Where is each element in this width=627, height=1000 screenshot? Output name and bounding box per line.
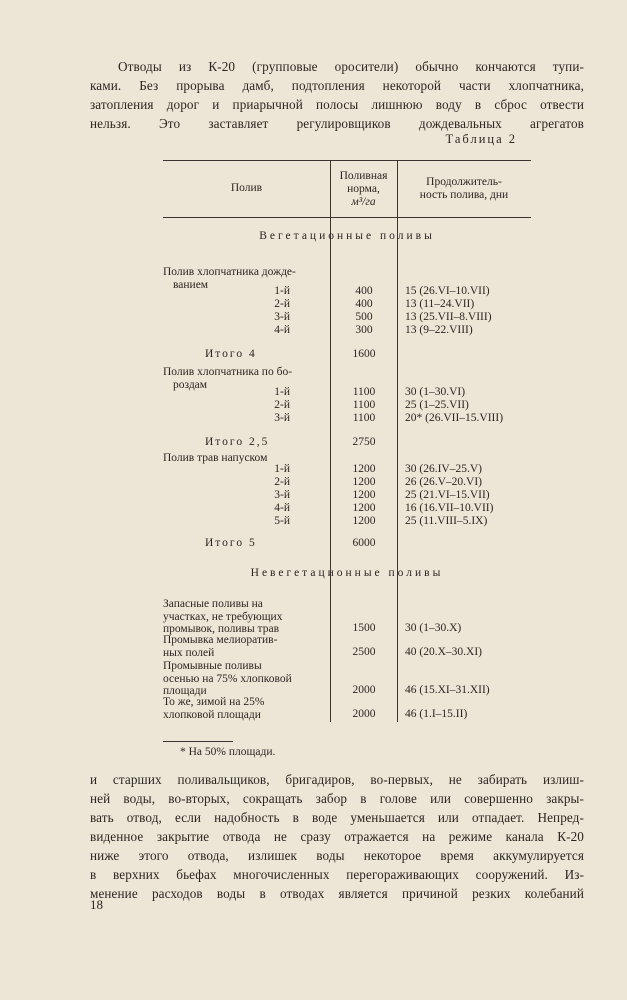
label-line: Запасные поливы на bbox=[163, 598, 263, 610]
row-norm: 1200 bbox=[352, 489, 376, 501]
label-line: Промывка мелиоратив- bbox=[163, 634, 278, 646]
table-column-divider bbox=[330, 160, 331, 722]
row-norm: 1100 bbox=[352, 399, 376, 411]
table-header-rule bbox=[163, 217, 531, 218]
header-duration-line: ность полива, дни bbox=[419, 189, 509, 201]
row-ordinal: 2-й bbox=[274, 298, 290, 310]
group-title-line: роздам bbox=[173, 378, 208, 391]
text-line: в верхних бьефах многочисленных перегораживающих сооружений. Из- bbox=[90, 867, 584, 882]
row-norm: 1200 bbox=[352, 463, 376, 475]
top-paragraph bbox=[90, 57, 584, 133]
header-poliv: Полив bbox=[230, 182, 263, 194]
text-line: нельзя. Это заставляет регулировщиков дождевальных агрегатов bbox=[90, 116, 584, 131]
row-duration: 30 (26.IV–25.V) bbox=[405, 463, 482, 475]
header-norm-unit: м³/га bbox=[351, 196, 376, 208]
section-vegetation-title: Вегетационные поливы bbox=[259, 230, 435, 242]
group-total-norm: 2750 bbox=[352, 436, 376, 448]
row-ordinal: 2-й bbox=[274, 476, 290, 488]
row-ordinal: 4-й bbox=[274, 502, 290, 514]
row-norm: 1500 bbox=[352, 622, 376, 634]
footnote-rule bbox=[163, 741, 233, 742]
bottom-paragraph bbox=[90, 770, 584, 903]
text-line: менение расходов воды в отводах является причиной резких колебаний bbox=[90, 886, 584, 901]
row-ordinal: 1-й bbox=[274, 285, 290, 297]
row-duration: 30 (1–30.X) bbox=[405, 622, 462, 634]
nonveg-row-label bbox=[163, 598, 323, 636]
text-line: затопления дорог и приарычной полосы лишнюю воду в сброс отвести bbox=[90, 97, 584, 112]
section-nonvegetation-title: Невегетационные поливы bbox=[250, 567, 444, 579]
row-ordinal: 5-й bbox=[274, 515, 290, 527]
row-norm: 1100 bbox=[352, 412, 376, 424]
row-duration: 15 (26.VI–10.VII) bbox=[405, 285, 490, 297]
table-column-divider bbox=[397, 160, 398, 722]
group-title-line: Полив хлопчатника дожде- bbox=[163, 266, 296, 278]
row-norm: 1200 bbox=[352, 476, 376, 488]
row-norm: 400 bbox=[355, 298, 373, 310]
label-line: То же, зимой на 25% bbox=[163, 696, 265, 708]
row-duration: 30 (1–30.VI) bbox=[405, 386, 466, 398]
group-total-label: Итого 5 bbox=[205, 537, 257, 549]
row-duration: 25 (11.VIII–5.IX) bbox=[405, 515, 488, 527]
group-total-label: Итого 2,5 bbox=[205, 436, 270, 448]
table-top-rule bbox=[163, 160, 531, 161]
row-ordinal: 3-й bbox=[274, 311, 290, 323]
row-duration: 25 (1–25.VII) bbox=[405, 399, 469, 411]
row-norm: 2500 bbox=[352, 646, 376, 658]
row-ordinal: 3-й bbox=[274, 412, 290, 424]
row-norm: 2000 bbox=[352, 684, 376, 696]
row-duration: 46 (1.I–15.II) bbox=[405, 708, 468, 720]
row-ordinal: 1-й bbox=[274, 463, 290, 475]
header-duration-line: Продолжитель- bbox=[426, 176, 502, 188]
text-line: ниже этого отвода, излишек воды некоторое время аккумулируется bbox=[90, 848, 584, 863]
label-line: площади bbox=[163, 685, 207, 697]
row-norm: 1200 bbox=[352, 502, 376, 514]
row-duration: 16 (16.VII–10.VII) bbox=[405, 502, 494, 514]
table-footnote: * На 50% площади. bbox=[180, 746, 276, 758]
group-title-line: ванием bbox=[173, 278, 209, 291]
text-line: ками. Без прорыва дамб, подтопления некоторой части хлопчатника, bbox=[90, 78, 584, 93]
group-title: Полив трав напуском bbox=[163, 452, 268, 464]
group-total-norm: 6000 bbox=[352, 537, 376, 549]
row-duration: 25 (21.VI–15.VII) bbox=[405, 489, 490, 501]
header-duration bbox=[397, 176, 531, 202]
group-total-norm: 1600 bbox=[352, 348, 376, 360]
label-line: участках, не требующих bbox=[163, 610, 283, 623]
label-line: осенью на 75% хлопковой bbox=[163, 672, 292, 685]
label-line: Промывные поливы bbox=[163, 660, 262, 672]
header-norm-line: Поливная bbox=[339, 170, 388, 182]
row-duration: 26 (26.V–20.VI) bbox=[405, 476, 482, 488]
row-duration: 13 (25.VII–8.VIII) bbox=[405, 311, 492, 323]
page-number: 18 bbox=[90, 897, 103, 912]
row-ordinal: 4-й bbox=[274, 324, 290, 336]
row-ordinal: 3-й bbox=[274, 489, 290, 501]
table-caption: Таблица 2 bbox=[445, 132, 517, 146]
group-title-line: Полив хлопчатника по бо- bbox=[163, 366, 293, 378]
row-ordinal: 2-й bbox=[274, 399, 290, 411]
row-norm: 500 bbox=[355, 311, 373, 323]
text-line: ней воды, во-вторых, сокращать забор в голове или совершенно закры- bbox=[90, 791, 584, 806]
nonveg-row-label bbox=[163, 660, 323, 698]
label-line: промывок, поливы трав bbox=[163, 623, 280, 635]
header-norm-line: норма, bbox=[347, 183, 380, 195]
row-norm: 2000 bbox=[352, 708, 376, 720]
row-ordinal: 1-й bbox=[274, 386, 290, 398]
nonveg-row-label bbox=[163, 696, 323, 721]
nonveg-row-label bbox=[163, 634, 323, 659]
row-norm: 1200 bbox=[352, 515, 376, 527]
text-line: и старших поливальщиков, бригадиров, во-первых, не забирать излиш- bbox=[90, 772, 584, 787]
row-duration: 13 (9–22.VIII) bbox=[405, 324, 473, 336]
header-norm bbox=[330, 170, 397, 209]
text-line: вать отвод, если надобность в воде уменьшается или отпадает. Непред- bbox=[90, 810, 584, 825]
text-line: виденное закрытие отвода не сразу отражается на режиме канала К-20 bbox=[90, 829, 584, 844]
label-line: хлопковой площади bbox=[163, 708, 261, 721]
group-total-label: Итого 4 bbox=[205, 348, 257, 360]
row-duration: 20* (26.VII–15.VIII) bbox=[405, 412, 504, 424]
row-duration: 40 (20.X–30.XI) bbox=[405, 646, 482, 658]
label-line: ных полей bbox=[163, 646, 215, 659]
row-norm: 1100 bbox=[352, 386, 376, 398]
row-duration: 46 (15.XI–31.XII) bbox=[405, 684, 490, 696]
row-norm: 300 bbox=[355, 324, 373, 336]
text-line: Отводы из К-20 (групповые оросители) обычно кончаются тупи- bbox=[118, 59, 584, 74]
row-norm: 400 bbox=[355, 285, 373, 297]
row-duration: 13 (11–24.VII) bbox=[405, 298, 475, 310]
